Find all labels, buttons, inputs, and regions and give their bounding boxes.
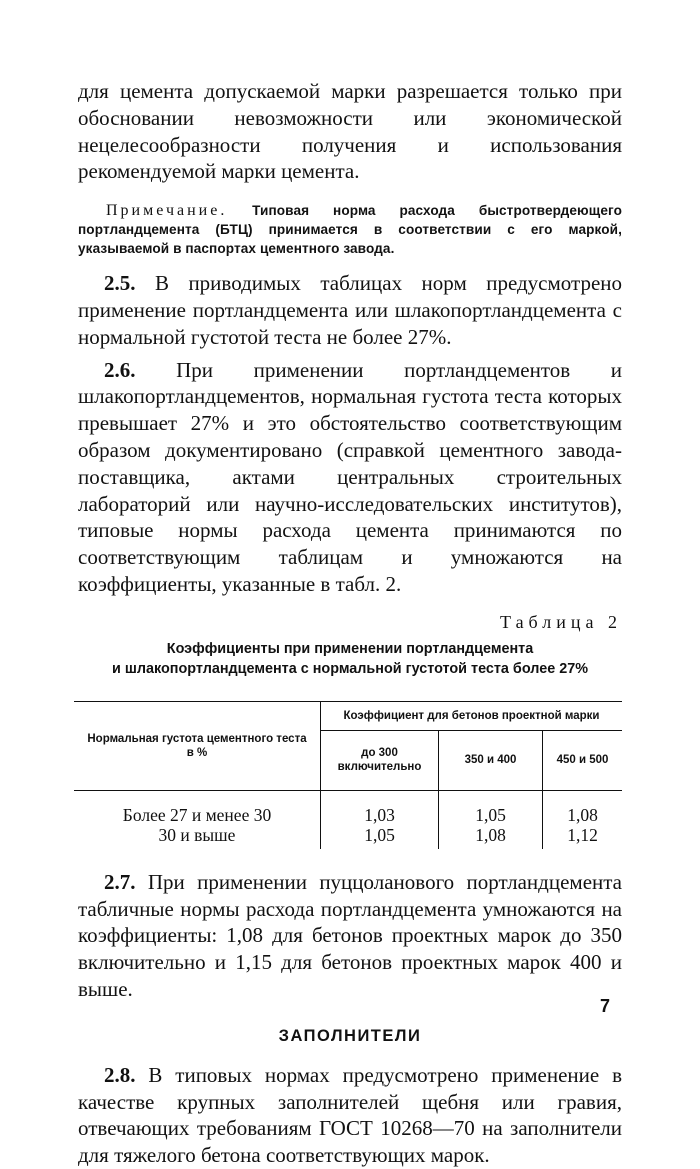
paragraph-number: 2.6.: [104, 357, 136, 382]
table-row: [74, 825, 622, 849]
paragraph-text: В типовых нормах предусмотрено применение в качестве крупных заполнителей щебня или гравия, отвечающих требованиям ГОСТ 10268—70 на заполнители для тяжелого бетона соответствующих марок.: [78, 1062, 623, 1168]
section-heading: ЗАПОЛНИТЕЛИ: [278, 1026, 422, 1045]
header-consistency: Нормальная густота цементного теста в %: [74, 701, 321, 790]
table-title-line: и шлакопортландцемента с нормальной густотой теста более 27%: [111, 660, 589, 677]
table-cell: 1,05: [321, 825, 439, 849]
table-cell: 30 и выше: [74, 825, 321, 849]
table-cell: Более 27 и менее 30: [74, 790, 321, 825]
coefficient-table: [74, 701, 622, 849]
paragraph-2-8: [78, 1062, 622, 1169]
note-lead: Примечание.: [106, 202, 228, 220]
header-coefficient: Коэффициент для бетонов проектной марки: [321, 701, 623, 730]
table-cell: 1,08: [567, 804, 598, 825]
paragraph-number: 2.7.: [104, 869, 136, 894]
header-grade-450-500: 450 и 500: [543, 731, 623, 791]
coefficient-table-wrap: [74, 701, 622, 849]
paragraph-text: В приводимых таблицах норм предусмотрено применение портландцемента или шлакопортландцемента с нормальной густотой теста не более 27%.: [78, 271, 622, 349]
paragraph-text: При применении пуццоланового портландцемента табличные нормы расхода портландцемента умножаются на коэффициенты: 1,08 для бетонов проектных марок до 350 включительно и 1,15 для бетонов проектных марок 400 и выше.: [78, 869, 623, 1001]
table-row: [74, 790, 622, 825]
header-grade-350-400: 350 и 400: [439, 731, 543, 791]
page-number: 7: [599, 996, 610, 1016]
table-cell: 1,12: [567, 824, 598, 845]
note-paragraph: [78, 201, 622, 258]
intro-paragraph: для цемента допускаемой марки разрешается только при обосновании невозможности или экономической нецелесообразности получения и использования рекомендуемой марки цемента.: [78, 79, 622, 184]
paragraph-2-7: [78, 869, 622, 1003]
table-cell: 1,03: [321, 790, 439, 825]
table-title: [78, 639, 622, 679]
paragraph-2-6: [78, 357, 622, 598]
table-caption: Таблица 2: [500, 611, 622, 632]
paragraph-2-5: [78, 270, 622, 350]
text-block: [78, 78, 622, 1169]
paragraph-text: При применении портландцементов и шлакопортландцементов, нормальная густота теста которых превышает 27% и это обстоятельство соответствующим образом документировано (справкой цементного завода-поставщика, актами центральных строительных лабораторий или научно-исследовательских институтов), типовые нормы расхода цемента принимаются по соответствующим таблицам и умножаются на коэффициенты, указанные в табл. 2.: [78, 357, 622, 596]
table-title-line: Коэффициенты при применении портландцемента: [166, 640, 534, 657]
table-cell: 1,05: [439, 790, 543, 825]
header-grade-300: до 300 включительно: [321, 731, 439, 791]
paragraph-number: 2.8.: [104, 1062, 136, 1087]
note-body: Типовая норма расхода быстротвердеющего портландцемента (БТЦ) принимается в соответствии с его маркой, указываемой в паспортах цементного завода.: [78, 203, 622, 257]
paragraph-number: 2.5.: [104, 271, 136, 296]
table-cell: 1,08: [439, 825, 543, 849]
